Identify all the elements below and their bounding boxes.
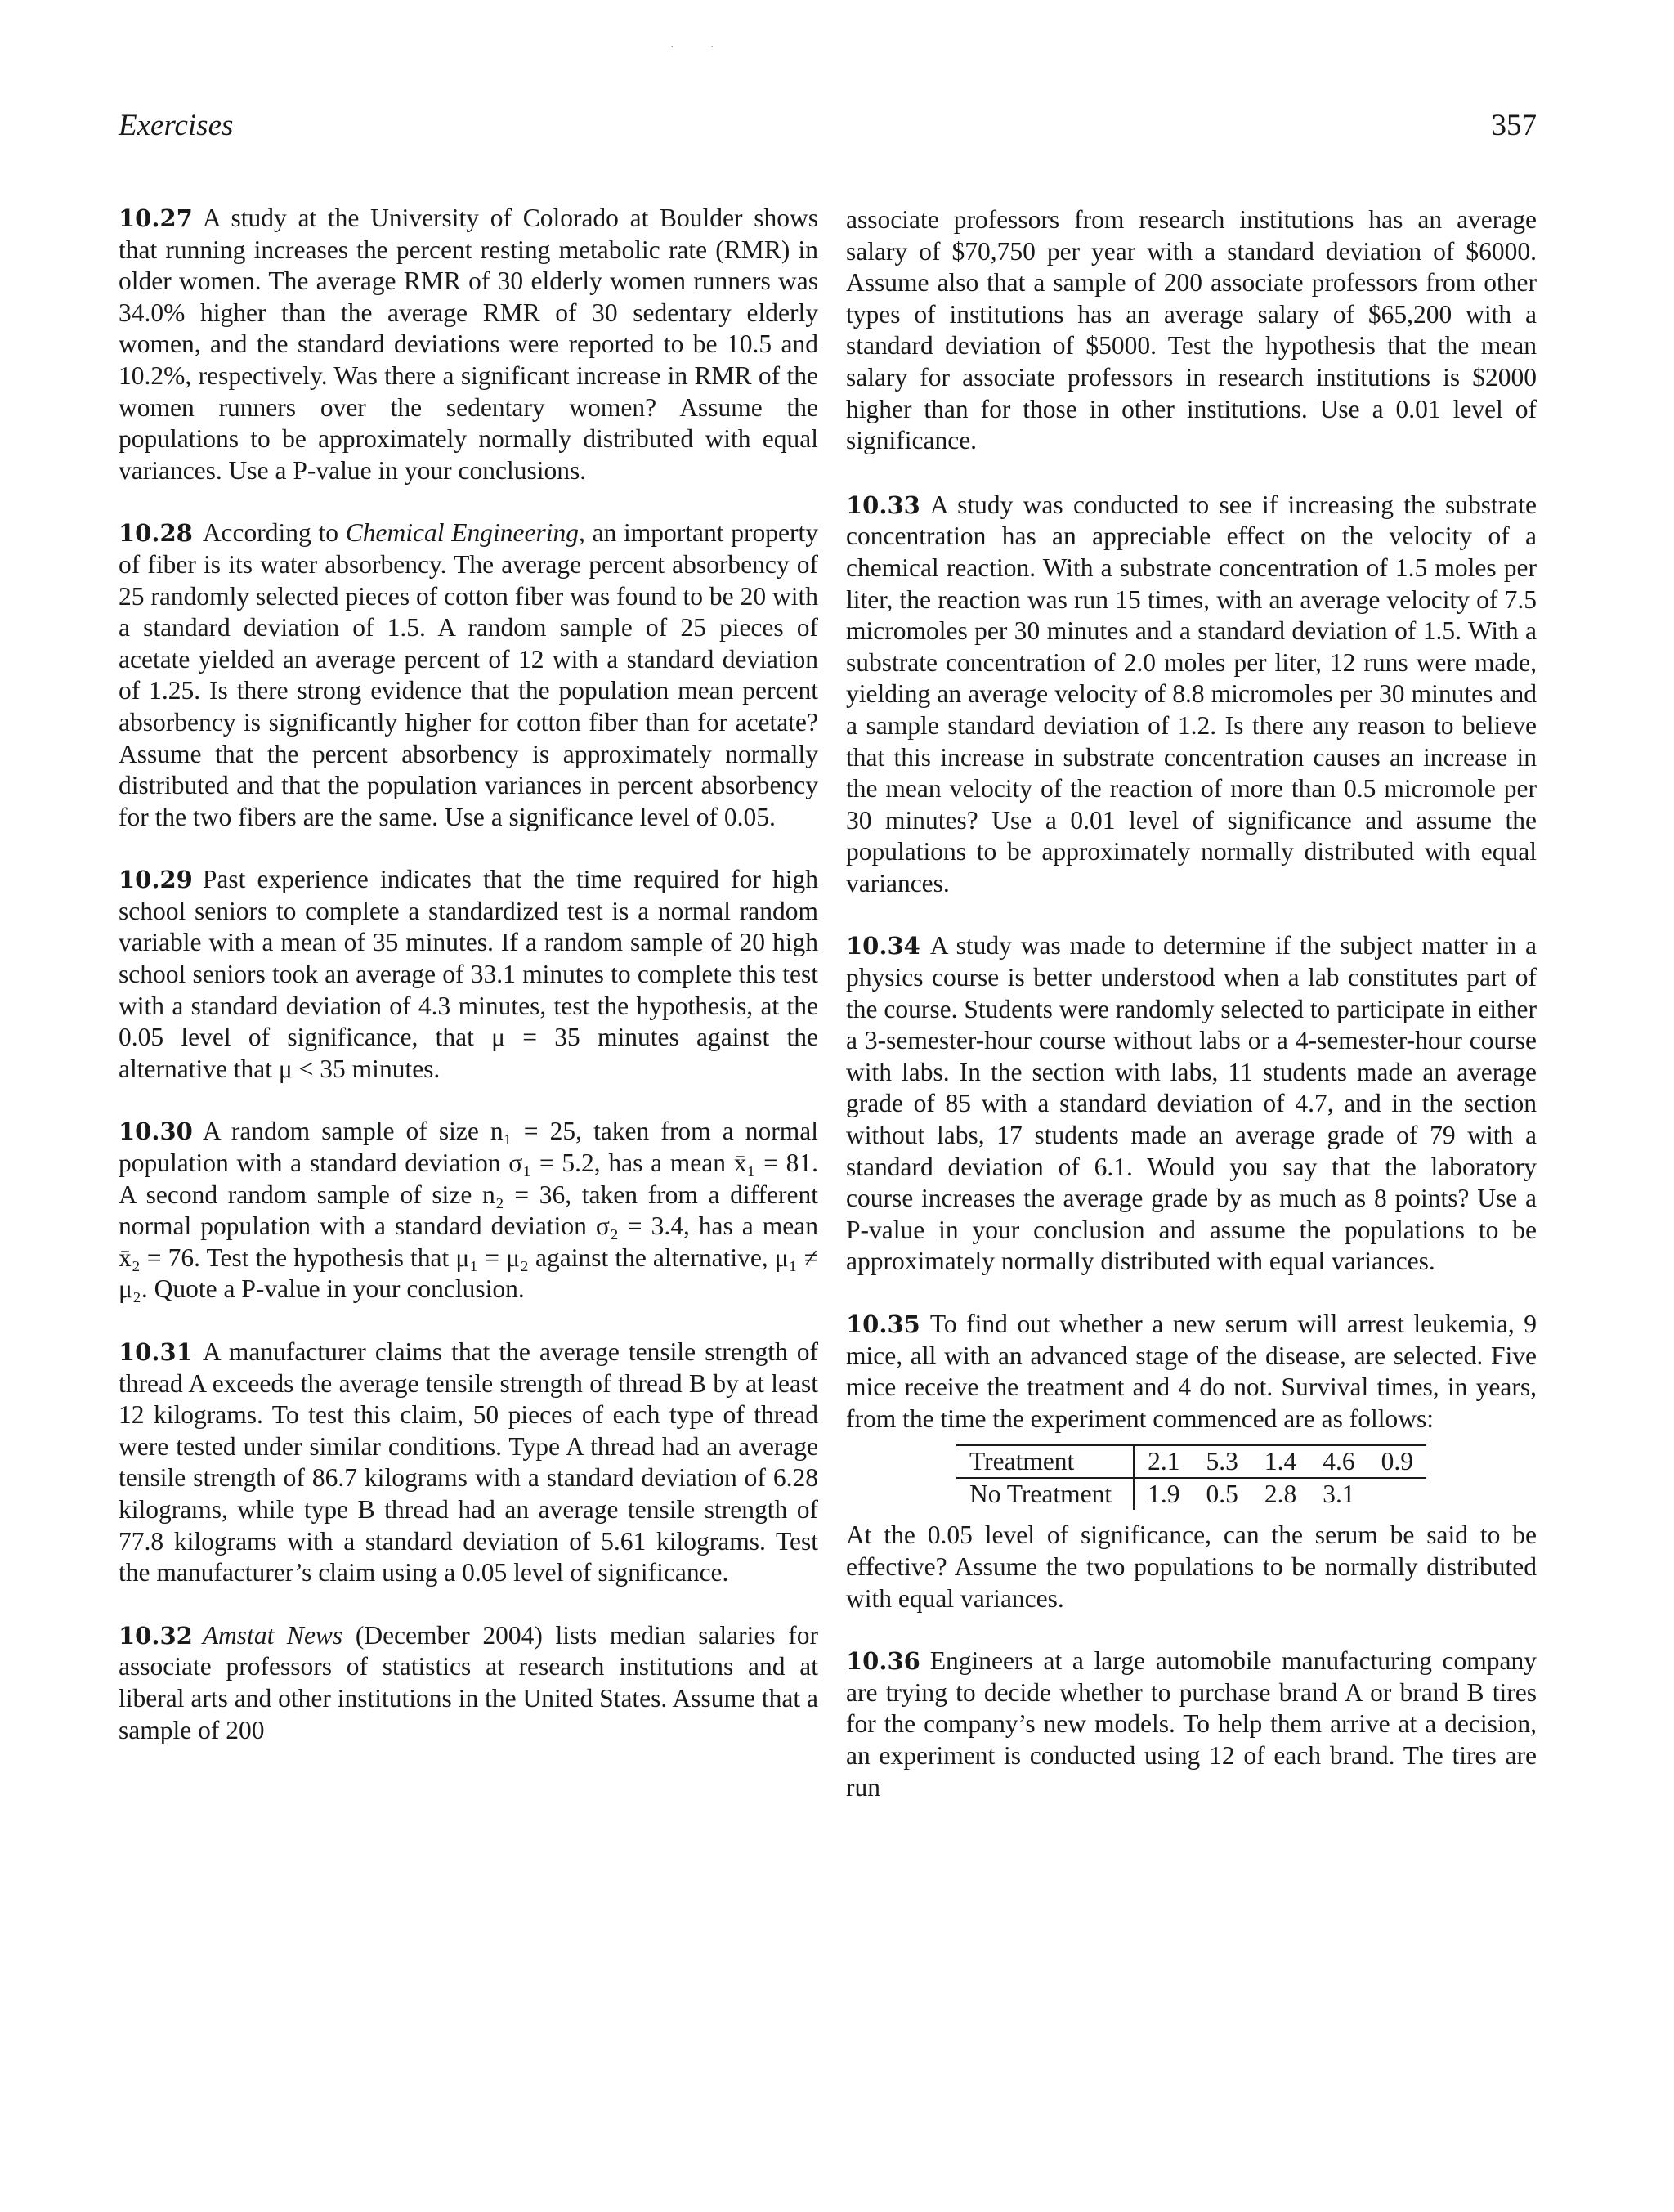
- exercise-body: [846, 1309, 1537, 1435]
- table-cell: 0.9: [1368, 1445, 1426, 1478]
- survival-times-table: [956, 1444, 1426, 1510]
- exercise-body: [846, 930, 1537, 1278]
- left-column: [119, 203, 818, 1777]
- exercise-number: 10.32: [119, 1621, 193, 1650]
- journal-name: Chemical Engineering: [345, 518, 579, 548]
- exercise-text: Engineers at a large automobile manufacturing company are trying to decide whether to purchase brand A or brand B tires for the company’s new models. To help them arrive at a decision, an experiment is conducted using 12 of each brand. The tires are run: [846, 1646, 1537, 1802]
- exercise-number: 10.31: [119, 1338, 193, 1366]
- exercise-10-32: [119, 1620, 818, 1746]
- row-label: No Treatment: [956, 1478, 1134, 1510]
- exercise-text: A study was conducted to see if increasing the substrate concentration has an appreciable effect on the velocity of a chemical reaction. With a substrate concentration of 1.5 moles per liter, the reaction was run 15 times, with an average velocity of 7.5 micromoles per 30 minutes and a standard deviation of 1.5. With a substrate concentration of 2.0 moles per liter, 12 runs were made, yielding an average velocity of 8.8 micromoles per 30 minutes and a sample standard deviation of 1.2. Is there any reason to believe that this increase in substrate concentration causes an increase in the mean velocity of the reaction of more than 0.5 micromole per 30 minutes? Use a 0.01 level of significance and assume the populations to be approximately normally distributed with equal variances.: [846, 490, 1537, 898]
- exercise-text: associate professors from research institutions has an average salary of $70,750 per year with a standard deviation of $6000. Assume also that a sample of 200 associate professors from other types of institutions has an average salary of $65,200 with a standard deviation of $5000. Test the hypothesis that the mean salary for associate professors in research institutions is $2000 higher than for those in other institutions. Use a 0.01 level of significance.: [846, 205, 1537, 455]
- exercise-text: Past experience indicates that the time required for high school seniors to complete a standardized test is a normal random variable with a mean of 35 minutes. If a random sample of 20 high school seniors took an average of 33.1 minutes to complete this test with a standard deviation of 4.3 minutes, test the hypothesis, at the 0.05 level of significance, that μ = 35 minutes against the alternative that μ < 35 minutes.: [119, 865, 818, 1083]
- exercise-body: [846, 490, 1537, 900]
- exercise-text: A random sample of size n₁ = 25, taken from a normal population with a standard deviation σ₁ = 5.2, has a mean x̄₁ = 81. A second random sample of size n₂ = 36, taken from a different normal population with a standard deviation σ₂ = 3.4, has a mean x̄₂ = 76. Test the hypothesis that μ₁ = μ₂ against the alternative, μ₁ ≠ μ₂. Quote a P-value in your conclusion.: [119, 1117, 818, 1304]
- exercise-text: A study was made to determine if the subject matter in a physics course is better understood when a lab constitutes part of the course. Students were randomly selected to participate in either a 3-semester-hour course without labs or a 4-semester-hour course with labs. In the section with labs, 11 students made an average grade of 85 with a standard deviation of 4.7, and in the section without labs, 17 students made an average grade of 79 with a standard deviation of 6.1. Would you say that the laboratory course increases the average grade by as much as 8 points? Use a P-value in your conclusion and assume the populations to be approximately normally distributed with equal variances.: [846, 931, 1537, 1276]
- journal-name: Amstat News: [202, 1620, 343, 1650]
- table-cell: 1.9: [1148, 1480, 1180, 1509]
- page-number: 357: [1491, 109, 1537, 142]
- exercise-number: 10.36: [846, 1647, 920, 1676]
- table-cell: 3.1: [1323, 1480, 1355, 1509]
- table-cell: 4.6: [1309, 1445, 1367, 1478]
- exercise-text-after-table: At the 0.05 level of significance, can the serum be said to be effective? Assume the two populations to be normally distributed with equal variances.: [846, 1520, 1537, 1613]
- exercise-body: [119, 864, 818, 1085]
- running-head: [119, 108, 1537, 144]
- running-head-title: Exercises: [119, 109, 234, 142]
- table-cell: [1368, 1478, 1426, 1510]
- scan-artifact-dots: · ·: [670, 41, 731, 54]
- exercise-number: 10.29: [119, 866, 193, 894]
- table-cell: 5.3: [1193, 1445, 1251, 1478]
- exercise-10-29: [119, 864, 818, 1085]
- exercise-number: 10.28: [119, 519, 193, 548]
- table-row: [956, 1445, 1426, 1478]
- exercise-body: [846, 1646, 1537, 1803]
- exercise-body: [119, 517, 818, 833]
- exercise-10-35: [846, 1309, 1537, 1614]
- exercise-body: [119, 1620, 818, 1746]
- exercise-10-34: [846, 930, 1537, 1278]
- exercise-body: [119, 1116, 818, 1305]
- exercise-10-27: [119, 203, 818, 486]
- exercise-text: A study at the University of Colorado at Boulder shows that running increases the percent resting metabolic rate (RMR) in older women. The average RMR of 30 elderly women runners was 34.0% higher than the average RMR of 30 sedentary elderly women, and the standard deviations were reported to be 10.5 and 10.2%, respectively. Was there a significant increase in RMR of the women runners over the sedentary women? Assume the populations to be approximately normally distributed with equal variances. Use a P-value in your conclusions.: [119, 204, 818, 485]
- exercise-text: (December 2004) lists median salaries for associate professors of statistics at research institutions and at liberal arts and other institutions in the United States. Assume that a sample of 200: [119, 1620, 818, 1744]
- exercise-10-32-continued: [846, 204, 1537, 457]
- exercise-10-28: [119, 517, 818, 833]
- exercise-10-30: [119, 1116, 818, 1305]
- exercise-10-31: [119, 1337, 818, 1589]
- exercise-text: A manufacturer claims that the average tensile strength of thread A exceeds the average tensile strength of thread B by at least 12 kilograms. To test this claim, 50 pieces of each type of thread were tested under similar conditions. Type A thread had an average tensile strength of 86.7 kilograms with a standard deviation of 6.28 kilograms, while type B thread had an average tensile strength of 77.8 kilograms with a standard deviation of 5.61 kilograms. Test the manufacturer’s claim using a 0.05 level of significance.: [119, 1337, 818, 1587]
- exercise-10-33: [846, 490, 1537, 900]
- exercise-number: 10.27: [119, 204, 193, 232]
- right-column: [846, 204, 1537, 1834]
- exercise-text: , an important property of fiber is its water absorbency. The average percent absorbency of 25 randomly selected pieces of cotton fiber was found to be 20 with a standard deviation of 1.5. A random sample of 25 pieces of acetate yielded an average percent of 12 with a standard deviation of 1.25. Is there strong evidence that the population mean percent absorbency is significantly higher for cotton fiber than for acetate? Assume that the percent absorbency is approximately normally distributed and that the population variances in percent absorbency for the two fibers are the same. Use a significance level of 0.05.: [119, 518, 818, 831]
- exercise-number: 10.34: [846, 932, 920, 960]
- exercise-body: [119, 1337, 818, 1589]
- exercise-text-lead: According to: [202, 518, 339, 548]
- exercise-number: 10.33: [846, 490, 920, 519]
- exercise-number: 10.35: [846, 1310, 920, 1338]
- exercise-number: 10.30: [119, 1117, 193, 1146]
- table-cell: 1.4: [1251, 1445, 1309, 1478]
- row-label: Treatment: [956, 1445, 1134, 1478]
- table-cell: 2.1: [1134, 1445, 1193, 1478]
- exercise-body: [119, 203, 818, 486]
- exercise-text: To find out whether a new serum will arrest leukemia, 9 mice, all with an advanced stage of the disease, are selected. Five mice receive the treatment and 4 do not. Survival times, in years, from the time the experiment commenced are as follows:: [846, 1310, 1537, 1433]
- exercise-10-36: [846, 1646, 1537, 1803]
- table-cell: 2.8: [1264, 1480, 1297, 1509]
- table-cell: 0.5: [1206, 1480, 1238, 1509]
- table-row: [956, 1478, 1426, 1510]
